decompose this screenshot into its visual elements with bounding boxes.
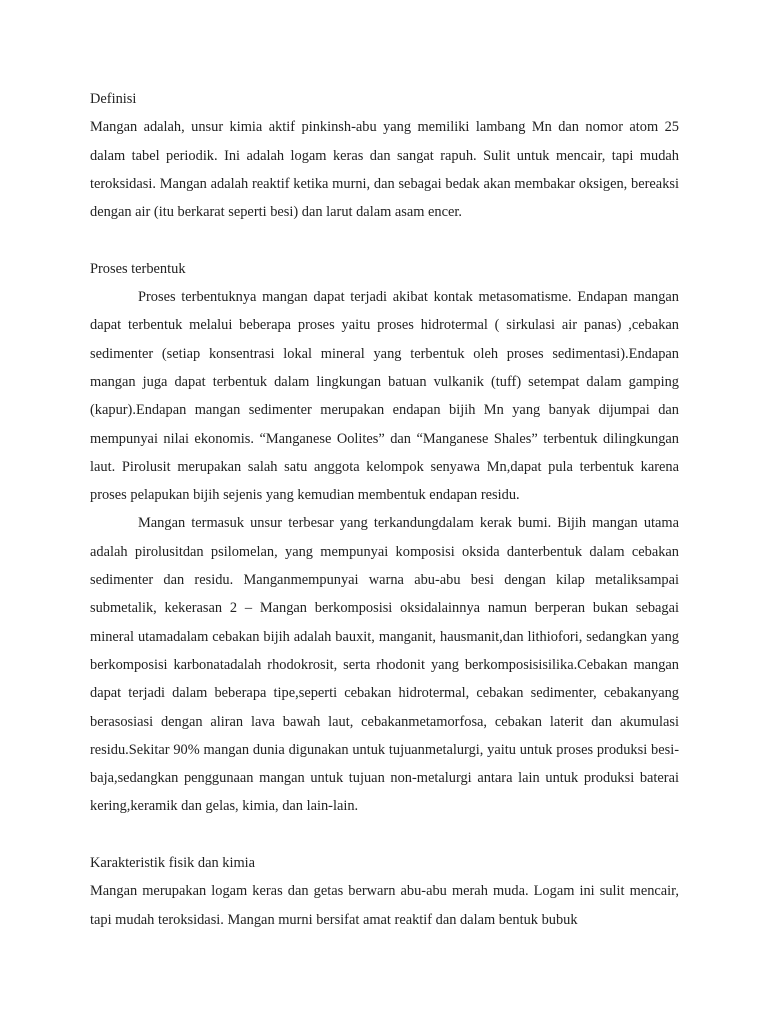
section-gap [90,226,679,254]
section-definisi [90,85,679,226]
document-page [90,85,679,934]
section-heading: Karakteristik fisik dan kimia [90,855,256,872]
section-karakteristik [90,849,679,934]
paragraph: Mangan merupakan logam keras dan getas berwarn abu-abu merah muda. Logam ini sulit mencair, tapi mudah teroksidasi. Mangan murni bersifat amat reaktif dan dalam bentuk bubuk [90,883,679,928]
paragraph: Mangan termasuk unsur terbesar yang terkandungdalam kerak bumi. Bijih mangan utama adalah pirolusitdan psilomelan, yang mempunyai komposisi oksida danterbentuk dalam cebakan sedimenter dan residu. Manganmempunyai warna abu-abu besi dengan kilap metaliksampai submetalik, kekerasan 2 – Mangan berkomposisi oksidalainnya namun berperan bukan sebagai mineral utamadalam cebakan bijih adalah bauxit, manganit, hausmanit,dan lithiofori, sedangkan yang berkomposisi karbonatadalah rhodokrosit, serta rhodonit yang berkomposisisilika.Cebakan mangan dapat terjadi dalam beberapa tipe,seperti cebakan hidrotermal, cebakan sedimenter, cebakanyang berasosiasi dengan aliran lava bawah laut, cebakanmetamorfosa, cebakan laterit dan akumulasi residu.Sekitar 90% mangan dunia digunakan untuk tujuanmetalurgi, yaitu untuk proses produksi besi-baja,sedangkan penggunaan mangan untuk tujuan non-metalurgi antara lain untuk produksi baterai kering,keramik dan gelas, kimia, dan lain-lain. [90,515,679,815]
section-gap [90,821,679,849]
paragraph: Proses terbentuknya mangan dapat terjadi akibat kontak metasomatisme. Endapan mangan dapat terbentuk melalui beberapa proses yaitu proses hidrotermal ( sirkulasi air panas) ,cebakan sedimenter (setiap konsentrasi lokal mineral yang terbentuk oleh proses sedimentasi).Endapan mangan juga dapat terbentuk dalam lingkungan batuan vulkanik (tuff) setempat dalam gamping (kapur).Endapan mangan sedimenter merupakan endapan bijih Mn yang banyak dijumpai dan mempunyai nilai ekonomis. “Manganese Oolites” dan “Manganese Shales” terbentuk dilingkungan laut. Pirolusit merupakan salah satu anggota kelompok senyawa Mn,dapat pula terbentuk karena proses pelapukan bijih sejenis yang kemudian membentuk endapan residu. [90,289,679,504]
section-heading: Definisi [90,91,137,107]
section-heading: Proses terbentuk [90,260,186,277]
section-proses-terbentuk [90,255,679,821]
paragraph: Mangan adalah, unsur kimia aktif pinkinsh-abu yang memiliki lambang Mn dan nomor atom 25 dalam tabel periodik. Ini adalah logam keras dan sangat rapuh. Sulit untuk mencair, tapi mudah teroksidasi. Mangan adalah reaktif ketika murni, dan sebagai bedak akan membakar oksigen, bereaksi dengan air (itu berkarat seperti besi) dan larut dalam asam encer. [90,119,679,221]
